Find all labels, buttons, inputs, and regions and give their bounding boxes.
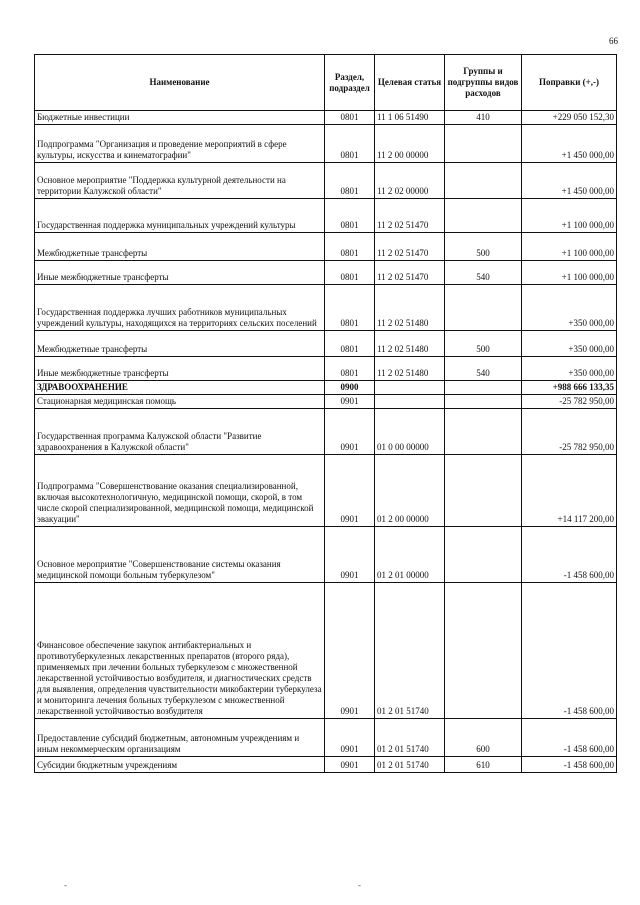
cell-group: 600 [445, 719, 522, 757]
cell-target: 01 2 01 51740 [375, 719, 445, 757]
cell-section: 0901 [325, 455, 375, 527]
cell-group [445, 381, 522, 395]
table-row [35, 233, 617, 261]
cell-target: 11 1 06 51490 [375, 111, 445, 125]
cell-amount: +14 117 200,00 [522, 455, 617, 527]
cell-name: Бюджетные инвестиции [35, 111, 325, 125]
cell-group [445, 395, 522, 409]
cell-name: ЗДРАВООХРАНЕНИЕ [35, 381, 325, 395]
cell-section: 0801 [325, 261, 375, 285]
cell-amount: -1 458 600,00 [522, 527, 617, 583]
cell-amount: -25 782 950,00 [522, 409, 617, 455]
cell-name: Государственная поддержка муниципальных учреждений культуры [35, 199, 325, 233]
table-row [35, 409, 617, 455]
cell-target: 01 0 00 00000 [375, 409, 445, 455]
cell-amount: +350 000,00 [522, 285, 617, 331]
cell-target: 11 2 02 51470 [375, 261, 445, 285]
cell-section: 0801 [325, 199, 375, 233]
cell-name: Субсидии бюджетным учреждениям [35, 757, 325, 773]
cell-section: 0801 [325, 357, 375, 381]
header-name: Наименование [35, 55, 325, 111]
cell-name: Иные межбюджетные трансферты [35, 261, 325, 285]
cell-group: 610 [445, 757, 522, 773]
footer-mark: - [64, 880, 67, 890]
header-amount: Поправки (+,-) [522, 55, 617, 111]
page-number: 66 [609, 36, 618, 46]
cell-group [445, 455, 522, 527]
cell-name: Государственная программа Калужской области "Развитие здравоохранения в Калужской области" [35, 409, 325, 455]
cell-amount: -1 458 600,00 [522, 719, 617, 757]
table-row [35, 381, 617, 395]
cell-target: 11 2 02 51480 [375, 331, 445, 357]
table-row [35, 261, 617, 285]
cell-target [375, 395, 445, 409]
cell-section: 0901 [325, 395, 375, 409]
cell-name: Иные межбюджетные трансферты [35, 357, 325, 381]
header-section: Раздел, подраздел [325, 55, 375, 111]
table-row [35, 527, 617, 583]
table-row [35, 163, 617, 199]
cell-target: 11 2 02 00000 [375, 163, 445, 199]
cell-group [445, 527, 522, 583]
cell-target: 01 2 01 51740 [375, 583, 445, 719]
cell-amount: -1 458 600,00 [522, 757, 617, 773]
cell-amount: +350 000,00 [522, 357, 617, 381]
cell-section: 0901 [325, 409, 375, 455]
table-row [35, 111, 617, 125]
table-row [35, 285, 617, 331]
cell-name: Межбюджетные трансферты [35, 331, 325, 357]
table-row [35, 199, 617, 233]
cell-amount: +229 050 152,30 [522, 111, 617, 125]
table-row [35, 757, 617, 773]
cell-name: Подпрограмма "Совершенствование оказания специализированной, включая высокотехнологичную, медицинской помощи, скорой, в том числе скорой специализированной, медицинской помощи, медицинской эвакуации" [35, 455, 325, 527]
cell-amount: -25 782 950,00 [522, 395, 617, 409]
cell-group: 540 [445, 357, 522, 381]
cell-target: 11 2 02 51480 [375, 357, 445, 381]
cell-amount: +350 000,00 [522, 331, 617, 357]
cell-target: 01 2 01 51740 [375, 757, 445, 773]
cell-name: Предоставление субсидий бюджетным, автономным учреждениям и иным некоммерческим организациям [35, 719, 325, 757]
header-group: Группы и подгруппы видов расходов [445, 55, 522, 111]
cell-section: 0900 [325, 381, 375, 395]
cell-group: 500 [445, 233, 522, 261]
cell-amount: +1 100 000,00 [522, 199, 617, 233]
cell-section: 0901 [325, 757, 375, 773]
table-row [35, 331, 617, 357]
cell-amount: +1 450 000,00 [522, 163, 617, 199]
cell-group [445, 409, 522, 455]
cell-amount: +988 666 133,35 [522, 381, 617, 395]
cell-group [445, 125, 522, 163]
table-row [35, 395, 617, 409]
footer-mark: - [358, 880, 361, 890]
table-row [35, 583, 617, 719]
cell-name: Стационарная медицинская помощь [35, 395, 325, 409]
cell-target: 11 2 02 51470 [375, 199, 445, 233]
cell-group [445, 163, 522, 199]
cell-section: 0901 [325, 527, 375, 583]
cell-name: Межбюджетные трансферты [35, 233, 325, 261]
cell-section: 0801 [325, 163, 375, 199]
cell-section: 0801 [325, 233, 375, 261]
cell-group: 410 [445, 111, 522, 125]
table-row [35, 125, 617, 163]
cell-amount: +1 100 000,00 [522, 261, 617, 285]
table-row [35, 357, 617, 381]
cell-target [375, 381, 445, 395]
cell-target: 11 2 02 51480 [375, 285, 445, 331]
cell-amount: +1 100 000,00 [522, 233, 617, 261]
cell-section: 0801 [325, 331, 375, 357]
cell-section: 0801 [325, 285, 375, 331]
table-header-row [35, 55, 617, 111]
cell-name: Основное мероприятие "Поддержка культурной деятельности на территории Калужской области" [35, 163, 325, 199]
cell-amount: +1 450 000,00 [522, 125, 617, 163]
cell-name: Основное мероприятие "Совершенствование системы оказания медицинской помощи больным туберкулезом" [35, 527, 325, 583]
cell-section: 0901 [325, 583, 375, 719]
table-row [35, 455, 617, 527]
cell-name: Государственная поддержка лучших работников муниципальных учреждений культуры, находящихся на территориях сельских поселений [35, 285, 325, 331]
cell-section: 0801 [325, 125, 375, 163]
cell-section: 0801 [325, 111, 375, 125]
cell-section: 0901 [325, 719, 375, 757]
cell-target: 11 2 00 00000 [375, 125, 445, 163]
cell-group: 500 [445, 331, 522, 357]
cell-name: Финансовое обеспечение закупок антибактериальных и противотуберкулезных лекарственных препаратов (второго ряда), применяемых при лечении больных туберкулезом с множественной лекарственной устойчивостью возбудителя, и диагностических средств для выявления, определения чувствительности микобактерии туберкулеза и мониторинга лечения больных туберкулезом с множественной лекарственной устойчивостью возбудителя [35, 583, 325, 719]
budget-table [34, 54, 617, 773]
cell-group: 540 [445, 261, 522, 285]
cell-name: Подпрограмма "Организация и проведение мероприятий в сфере культуры, искусства и кинематографии" [35, 125, 325, 163]
cell-amount: -1 458 600,00 [522, 583, 617, 719]
cell-group [445, 285, 522, 331]
cell-target: 11 2 02 51470 [375, 233, 445, 261]
header-target: Целевая статья [375, 55, 445, 111]
cell-group [445, 199, 522, 233]
table-row [35, 719, 617, 757]
cell-group [445, 583, 522, 719]
cell-target: 01 2 01 00000 [375, 527, 445, 583]
cell-target: 01 2 00 00000 [375, 455, 445, 527]
